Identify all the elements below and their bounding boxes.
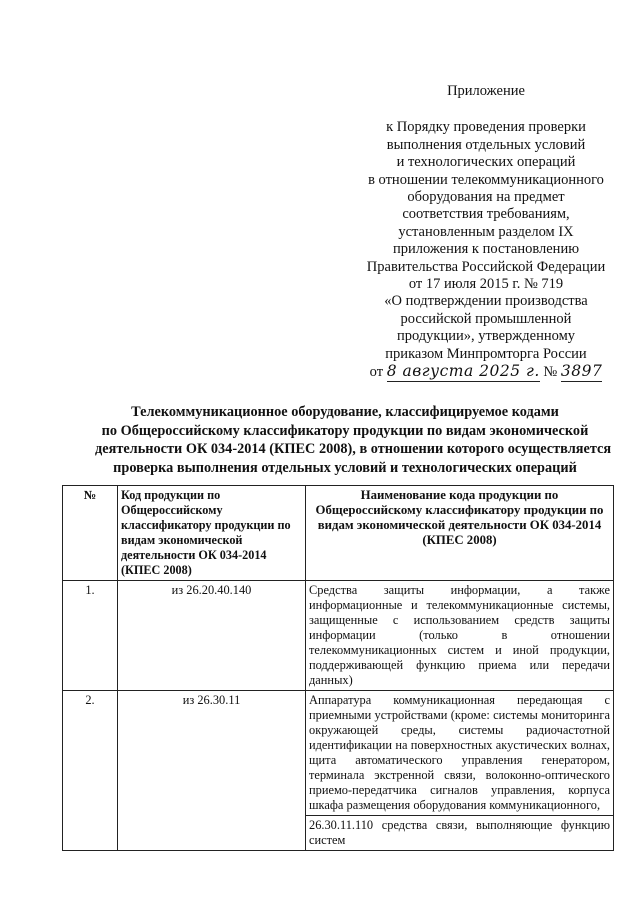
row-code: из 26.20.40.140 xyxy=(118,581,306,691)
appendix-line: оборудования на предмет xyxy=(407,189,565,206)
order-number-handwritten: 3897 xyxy=(560,362,603,381)
title-line: Телекоммуникационное оборудование, классифицируемое кодами xyxy=(131,404,559,420)
appendix-line: установленным разделом IX xyxy=(398,223,574,240)
equipment-table xyxy=(62,485,614,851)
appendix-line: соответствия требованиям, xyxy=(402,206,570,223)
appendix-line: продукции», утвержденному xyxy=(396,328,576,345)
row-code: из 26.30.11 xyxy=(118,691,306,851)
appendix-line: приложения к постановлению xyxy=(392,241,580,258)
order-date-handwritten: 8 августа 2025 г. xyxy=(386,362,540,381)
header-code: Код продукции по Общероссийскому классификатору продукции по видам экономической деятельности ОК 034-2014 (КПЕС 2008) xyxy=(118,486,306,581)
appendix-line: в отношении телекоммуникационного xyxy=(368,171,604,188)
order-number-sign: № xyxy=(543,364,558,381)
appendix-block xyxy=(352,83,620,382)
title-line: проверка выполнения отдельных условий и технологических операций xyxy=(113,459,577,476)
table-header-row xyxy=(63,486,614,581)
appendix-line: приказом Минпромторга России xyxy=(385,345,587,362)
appendix-line: и технологических операций xyxy=(396,154,576,171)
table-row xyxy=(63,581,614,691)
appendix-line: выполнения отдельных условий xyxy=(386,136,586,153)
appendix-line: российской промышленной xyxy=(400,310,572,327)
row-name-continued: 26.30.11.110 средства связи, выполняющие функцию систем xyxy=(306,816,614,851)
appendix-line: Правительства Российской Федерации xyxy=(366,258,606,275)
row-name: Аппаратура коммуникационная передающая с приемными устройствами (кроме: системы мониторинга окружающей среды, системы радиочастотной идентификации на поверхностных акустических волнах, щита автоматического управления генератором, терминала экстренной связи, волоконно-оптического приемо-передатчика сигналов управления, корпуса шкафа размещения оборудования коммуникационного, xyxy=(306,691,614,816)
row-number: 1. xyxy=(63,581,118,691)
appendix-heading: Приложение xyxy=(447,83,525,99)
appendix-line: к Порядку проведения проверки xyxy=(386,119,586,136)
order-reference xyxy=(352,363,620,381)
appendix-line: «О подтверждении производства xyxy=(384,293,588,310)
order-from-label: от xyxy=(369,364,384,381)
row-name: Средства защиты информации, а также информационные и телекоммуникационные системы, защищенные с использованием средств защиты информации (только в отношении телекоммуникационных систем и иной продукции, поддерживающей функцию приема или передачи данных) xyxy=(306,581,614,691)
header-number: № xyxy=(63,486,118,581)
header-name: Наименование кода продукции по Общероссийскому классификатору продукции по видам экономической деятельности ОК 034-2014 (КПЕС 2008) xyxy=(306,486,614,581)
row-number: 2. xyxy=(63,691,118,851)
title-line: по Общероссийскому классификатору продукции по видам экономической xyxy=(101,422,589,439)
appendix-line: от 17 июля 2015 г. № 719 xyxy=(408,276,564,293)
table-row xyxy=(63,691,614,816)
document-title xyxy=(95,403,612,477)
title-line: деятельности ОК 034-2014 (КПЕС 2008), в отношении которого осуществляется xyxy=(95,441,612,457)
